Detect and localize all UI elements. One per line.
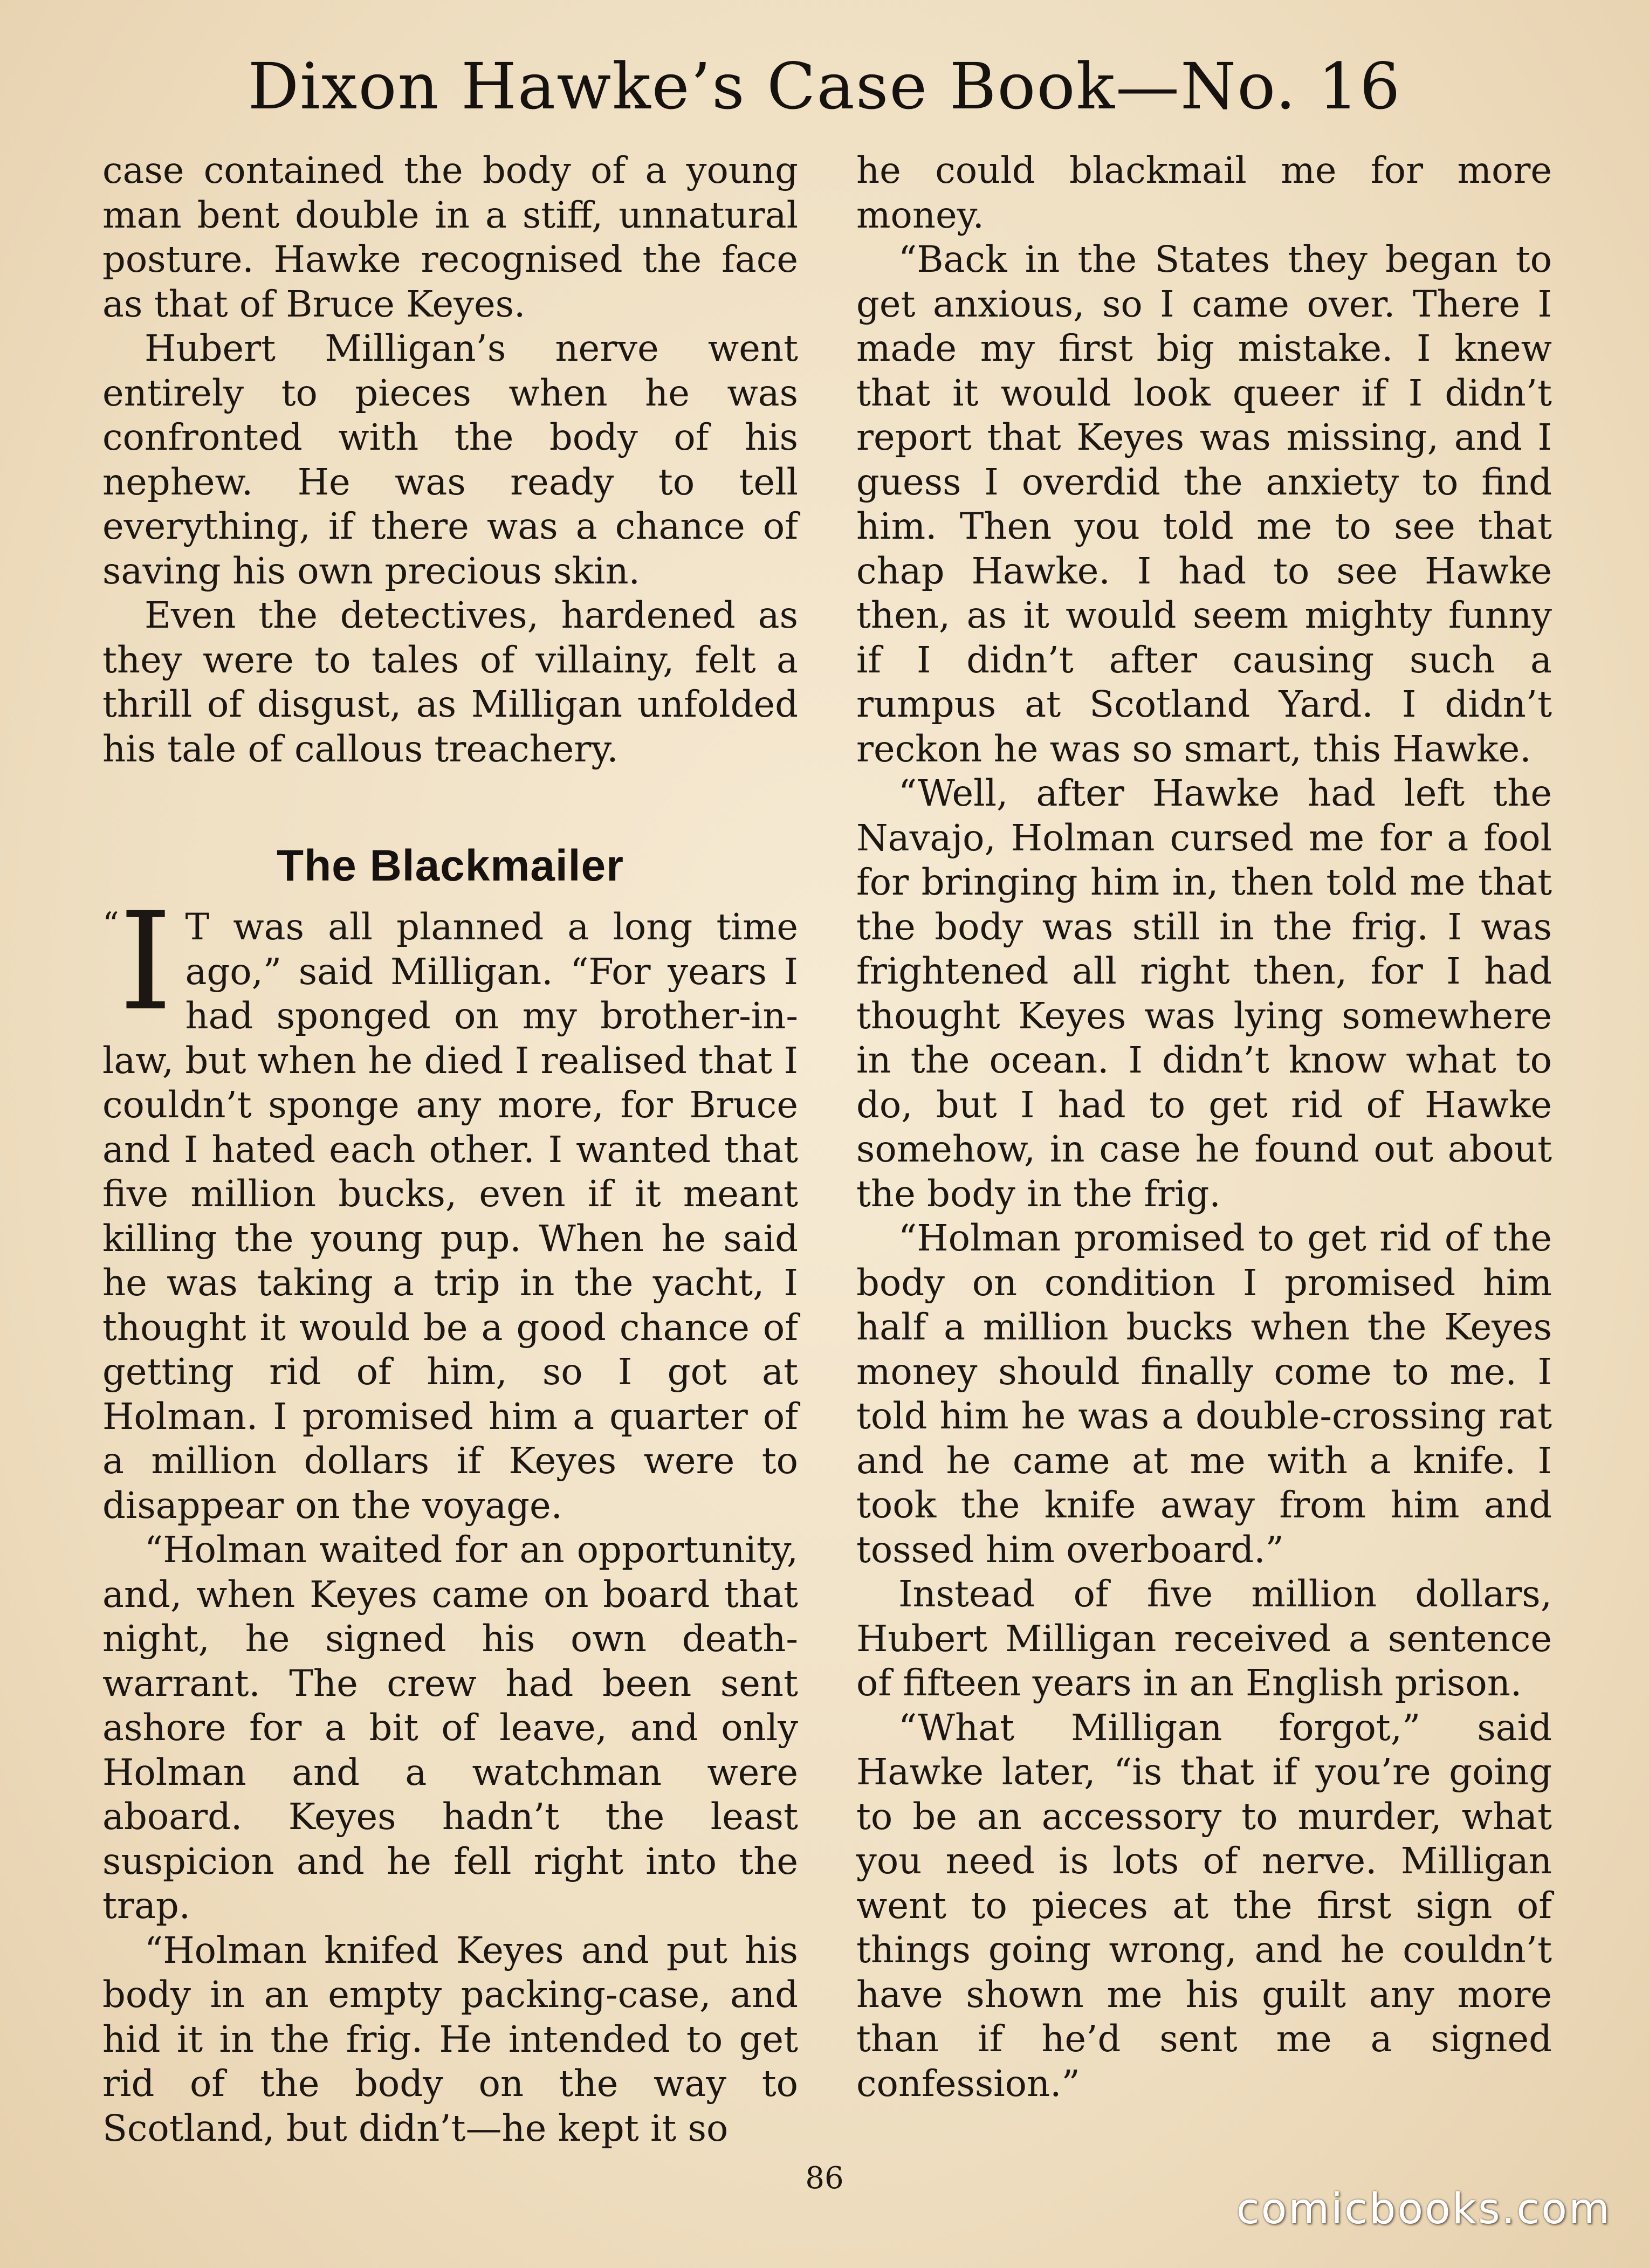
paragraph: “What Milligan forgot,” said Hawke later, “is that if you’re going to be an accessory to murder, what you need is lots of nerve. Milligan went to pieces at the first sign of things going wrong, and he couldn’t have shown me his guilt any more than if he’d sent me a signed confession.” <box>856 1706 1552 2105</box>
section-gap <box>102 771 798 840</box>
paragraph: “Holman waited for an opportunity, and, when Keyes came on board that night, he signed his own death-warrant. The crew had been sent ashore for a bit of leave, and only Holman and a watchman were aboard. Keyes hadn’t the least suspicion and he fell right into the trap. <box>102 1529 798 1927</box>
paragraph-with-dropcap <box>102 883 798 1528</box>
paragraph: Instead of five million dollars, Hubert Milligan received a sentence of fifteen years in an English prison. <box>856 1573 1552 1704</box>
paragraph: “Back in the States they began to get anxious, so I came over. There I made my first big mistake. I knew that it would look queer if I didn’t report that Keyes was missing, and I guess I overdid the anxiety to find him. Then you told me to see that chap Hawke. I had to see Hawke then, as it would seem mighty funny if I didn’t after causing such a rumpus at Scotland Yard. I didn’t reckon he was so smart, this Hawke. <box>856 238 1552 770</box>
watermark: comicbooks.com <box>1236 2185 1611 2233</box>
paragraph: he could blackmail me for more money. <box>856 149 1552 236</box>
dropcap-glyph: I <box>119 883 173 1040</box>
right-column <box>856 148 1552 2106</box>
paragraph-text: T was all planned a long time ago,” said Milligan. “For years I had sponged on my brother-in-law, but when he died I realised that I couldn’t sponge any more, for Bruce and I hated each other. I wanted that five million bucks, even if it meant killing the young pup. When he said he was taking a trip in the yacht, I thought it would be a good chance of getting rid of him, so I got at Holman. I promised him a quarter of a million dollars if Keyes were to disappear on the voyage. <box>102 906 798 1527</box>
paragraph: Hubert Milligan’s nerve went entirely to pieces when he was confronted with the body of his nephew. He was ready to tell everything, if there was a chance of saving his own precious skin. <box>102 327 798 592</box>
section-heading: The Blackmailer <box>277 841 624 890</box>
paragraph: Even the detectives, hardened as they were to tales of villainy, felt a thrill of disgust, as Milligan unfolded his tale of callous treachery. <box>102 594 798 770</box>
paragraph: “Holman promised to get rid of the body on condition I promised him half a million bucks when the Keyes money should finally come to me. I told him he was a double-crossing rat and he came at me with a knife. I took the knife away from him and tossed him overboard.” <box>856 1217 1552 1571</box>
dropcap-letter <box>102 883 173 1040</box>
page-title: Dixon Hawke’s Case Book—No. 16 <box>248 49 1401 123</box>
left-column <box>102 148 798 2150</box>
paragraph: case contained the body of a young man bent double in a stiff, unnatural posture. Hawke recognised the face as that of Bruce Keyes. <box>102 149 798 325</box>
paragraph: “Well, after Hawke had left the Navajo, Holman cursed me for a fool for bringing him in, then told me that the body was still in the frig. I was frightened all right then, for I had thought Keyes was lying somewhere in the ocean. I didn’t know what to do, but I had to get rid of Hawke somehow, in case he found out about the body in the frig. <box>856 772 1552 1215</box>
page-number: 86 <box>805 2161 844 2196</box>
opening-quote: “ <box>102 905 119 943</box>
paragraph: “Holman knifed Keyes and put his body in an empty packing-case, and hid it in the frig. He intended to get rid of the body on the way to Scotland, but didn’t—he kept it so <box>102 1929 798 2149</box>
